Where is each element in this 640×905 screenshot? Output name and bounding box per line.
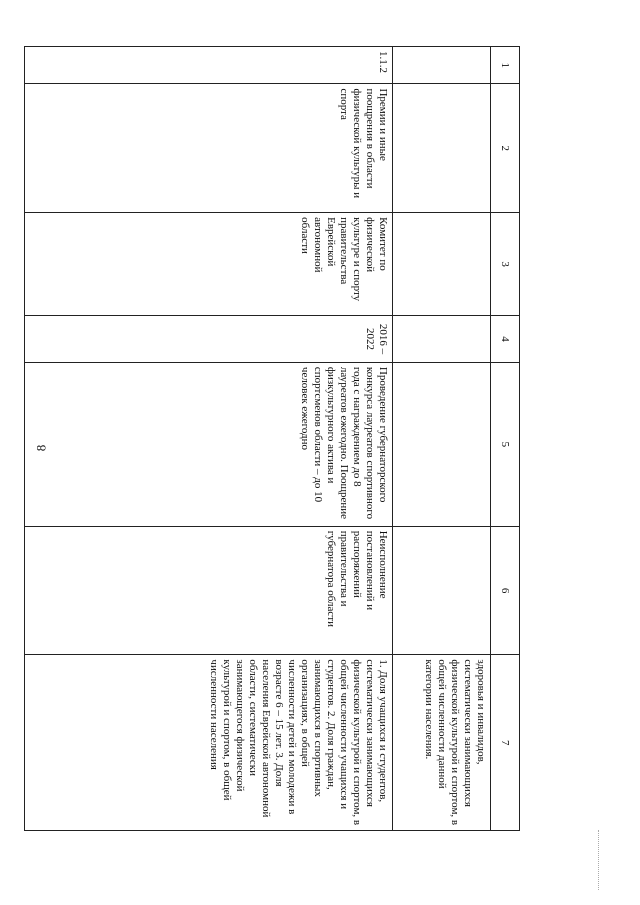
- scan-artifact-line: [598, 830, 600, 890]
- cell-result: [393, 362, 490, 526]
- header-cell: 4: [490, 316, 519, 363]
- cell-name: Премии и иные поощрения в области физической культуры и спорта: [25, 84, 394, 213]
- cell-responsible: Комитет по физической культуре и спорту правительства Еврейской автономной области: [25, 213, 394, 316]
- header-cell: 3: [490, 213, 519, 316]
- cell-consequences: Неисполнение постановлений и распоряжений правительства и губернатора области: [25, 526, 394, 655]
- cell-period: 2016 – 2022: [25, 316, 394, 363]
- cell-indicators: 1. Доля учащихся и студентов, систематически занимающихся физической культурой и спортом, в общей численности учащихся и студентов. 2. Доля граждан, занимающихся в спортивных организациях, в общей численности детей и молодежи в возрасте 6 – 15 лет. 3. Доля населения Еврейской автономной области, систематически занимающегося физической культурой и спортом, в общей численности населения: [25, 655, 394, 831]
- cell-period: [393, 316, 490, 363]
- header-cell: 7: [490, 655, 519, 831]
- program-table: [24, 46, 520, 831]
- table-row: [25, 47, 394, 831]
- cell-result: Проведение губернаторского конкурса лауреатов спортивного года с награждением до 8 лауреатов ежегодно. Поощрение физкультурного актива и спортсменов области – до 10 человек ежегодно: [25, 362, 394, 526]
- cell-name: [393, 84, 490, 213]
- header-cell: 1: [490, 47, 519, 84]
- cell-number: [393, 47, 490, 84]
- table-header-row: [490, 47, 519, 831]
- header-cell: 6: [490, 526, 519, 655]
- table-row-continuation: [393, 47, 490, 831]
- rotated-table-wrapper: [24, 46, 520, 831]
- cell-consequences: [393, 526, 490, 655]
- cell-responsible: [393, 213, 490, 316]
- page-number: 8: [33, 444, 49, 452]
- header-cell: 2: [490, 84, 519, 213]
- cell-number: 1.1.2: [25, 47, 394, 84]
- cell-indicators: здоровья и инвалидов, систематически занимающихся физической культурой и спортом, в общей численности данной категории населения.: [393, 655, 490, 831]
- header-cell: 5: [490, 362, 519, 526]
